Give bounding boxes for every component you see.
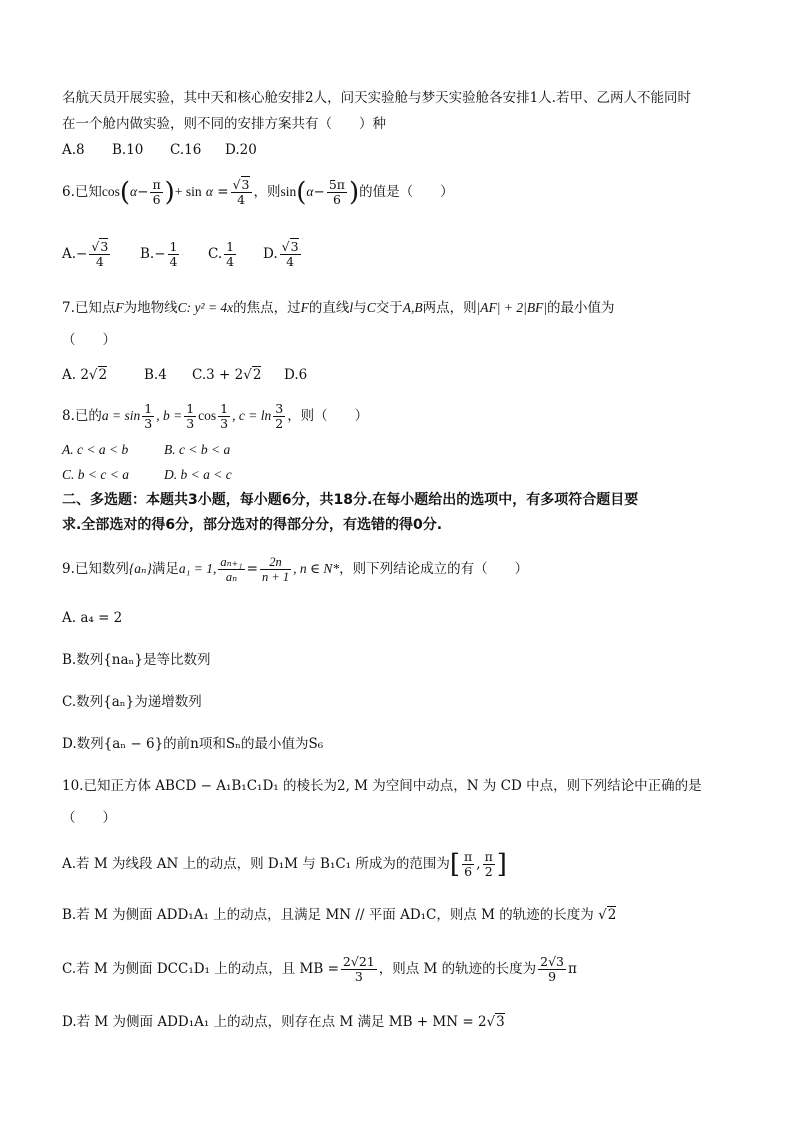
q10-a-frac1: $\frac{\pi}{6}$	[464, 849, 473, 879]
q6-alpha: α	[130, 184, 138, 199]
q6-alpha2: α	[205, 184, 213, 199]
q6-option-c: C. $\frac{1}{4}$	[208, 239, 235, 269]
q9-cond: , n ∈ N*	[293, 561, 340, 576]
q10-option-a: A.若 M 为线段 AN 上的动点，则 D₁M 与 B₁C₁ 所成为的范围为[ $\frac{\pi}{6}$ , $\frac{\pi}{2}$ ]	[62, 849, 507, 880]
q6-eq: =	[217, 184, 229, 200]
q8-t1: 8.已的	[62, 408, 102, 424]
q9-a1: a₁ = 1,	[178, 561, 217, 576]
q7-option-d: D.6	[284, 367, 308, 383]
q5-line2: 在一个舱内做实验，则不同的安排方案共有（ ）种	[62, 116, 386, 132]
q7-option-c: C.3 + 2√2	[192, 367, 262, 383]
q10-c-frac2: $\frac{2√3}{9}$	[540, 954, 565, 984]
q7-option-b: B.4	[144, 367, 167, 383]
q7-l: l	[349, 300, 354, 315]
q7-t5: 与	[353, 300, 367, 316]
q10-option-c-text1: C.若 M 为侧面 DCC₁D₁ 上的动点，且 MB =	[62, 961, 339, 977]
q9-option-a: A. a₄ = 2	[62, 610, 123, 626]
q6-stem	[62, 178, 454, 207]
q6-minus2: −	[313, 184, 325, 200]
q6-lparen1: (	[119, 177, 131, 208]
q10-a-rbracket: ]	[496, 849, 507, 880]
q5-option-a: A.8	[62, 142, 85, 158]
q5-option-c: C.16	[170, 142, 202, 158]
q10-option-b-text: B.若 M 为侧面 ADD₁A₁ 上的动点，且满足 MN // 平面 AD₁C，则点 M 的轨迹的长度为	[62, 907, 594, 923]
q6-rparen2: )	[349, 177, 360, 208]
q10-d-value: 3	[496, 1014, 505, 1030]
q10-option-b: B.若 M 为侧面 ADD₁A₁ 上的动点，且满足 MN // 平面 AD₁C，则点 M 的轨迹的长度为 √2	[62, 907, 617, 923]
q8-cos: cos	[198, 408, 217, 423]
q7-F2: F	[300, 300, 309, 315]
q8-option-b: B. c < b < a	[164, 442, 231, 457]
section2-line2: 求.全部选对的得6分，部分选对的得部分分，有选错的得0分.	[62, 517, 443, 533]
q9-stem	[62, 555, 528, 584]
q7-C2: C	[366, 300, 376, 315]
q10-option-c-text2: ，则点 M 的轨迹的长度为	[378, 961, 537, 977]
q6-frac-pi-6: $\frac{\pi}{6}$	[152, 177, 161, 207]
q6-suffix: 的值是（ ）	[359, 184, 454, 200]
q8-option-c: C. b < c < a	[62, 467, 129, 482]
q8-c: , c = ln	[232, 408, 272, 423]
q7-t4: 的直线	[308, 300, 350, 316]
q7-t1: 7.已知点	[62, 300, 116, 316]
q9-frac-ratio: $\frac{\text{aₙ₊₁}}{\text{aₙ}}$	[220, 555, 243, 584]
q7-t6: 交于	[375, 300, 403, 316]
q7-option-a: A. 2√2	[62, 367, 108, 383]
q10-a-frac2: $\frac{\pi}{2}$	[484, 849, 493, 879]
q6-prefix: 6.已知	[62, 184, 102, 200]
q9-t2: 满足	[151, 561, 179, 577]
q6-options	[62, 240, 303, 269]
q6-frac-sqrt3-4: $\frac{√3}{4}$	[232, 177, 250, 207]
q10-a-lbracket: [	[449, 849, 461, 880]
q8-frac-b2: $\frac{1}{3}$	[220, 401, 229, 431]
q7-F: F	[115, 300, 124, 315]
q6-option-b: B.− $\frac{1}{4}$	[140, 239, 178, 269]
q7-expr: |AF| + 2|BF|	[476, 300, 548, 315]
q7-t2: 为地物线	[123, 300, 178, 316]
q9-option-b: B.数列{naₙ}是等比数列	[62, 652, 211, 668]
q8-b: , b =	[156, 408, 183, 423]
q7-stem	[62, 298, 615, 318]
q8-option-d: D. b < a < c	[164, 467, 232, 482]
q5-option-b: B.10	[112, 142, 144, 158]
q8-a: a = sin	[101, 408, 141, 423]
q8-option-a: A. c < a < b	[62, 442, 129, 457]
q7-eq: : y² = 4x	[186, 300, 234, 315]
q10-c-pi: π	[568, 961, 577, 977]
q8-frac-a: $\frac{1}{3}$	[144, 401, 153, 431]
q6-plus-sin: + sin	[174, 184, 202, 199]
q7-t8: 的最小值为	[547, 300, 615, 316]
q7-t3: 的焦点，过	[233, 300, 301, 316]
q9-eq: =	[246, 561, 258, 577]
section2-line1: 二、多选题：本题共3小题，每小题6分，共18分.在每小题给出的选项中，有多项符合题目要	[62, 492, 639, 508]
q6-minus: −	[137, 184, 149, 200]
q8-stem	[62, 402, 368, 431]
q8-frac-c: $\frac{3}{2}$	[275, 401, 284, 431]
q5-line1: 名航天员开展实验，其中天和核心舱安排2人，问天实验舱与梦天实验舱各安排1人.若甲、乙两人不能同时	[62, 90, 691, 106]
q6-sin: sin	[280, 184, 297, 199]
q5-options	[62, 140, 257, 160]
q6-lparen2: (	[296, 177, 307, 208]
q9-option-d: D.数列{aₙ − 6}的前n项和Sₙ的最小值为S₆	[62, 736, 324, 752]
q10-c-frac1: $\frac{2√21}{3}$	[342, 954, 375, 984]
q6-cos: cos	[101, 184, 120, 199]
q10-option-a-text: A.若 M 为线段 AN 上的动点，则 D₁M 与 B₁C₁ 所成为的范围为	[62, 856, 450, 872]
q7-t7: 两点，则	[422, 300, 477, 316]
q6-option-a: A.− $\frac{√3}{4}$	[62, 239, 109, 269]
q10-b-value: 2	[607, 907, 617, 923]
q6-option-d: D. $\frac{√3}{4}$	[263, 239, 299, 269]
q7-options	[62, 365, 307, 385]
q6-frac-5pi-6: $\frac{5\pi}{6}$	[328, 177, 345, 207]
q5-option-d: D.20	[225, 142, 257, 158]
q9-seq: {aₙ}	[128, 561, 152, 576]
q8-options-row2	[62, 465, 232, 485]
q8-frac-b: $\frac{1}{3}$	[186, 401, 195, 431]
q10-option-d-text: D.若 M 为侧面 ADD₁A₁ 上的动点，则存在点 M 满足 MB + MN = 2	[62, 1014, 487, 1030]
q7-C: C	[177, 300, 187, 315]
q7-paren: （ ）	[62, 332, 116, 348]
q10-paren: （ ）	[62, 810, 116, 826]
q10-option-d: D.若 M 为侧面 ADD₁A₁ 上的动点，则存在点 M 满足 MB + MN = 2√3	[62, 1014, 505, 1030]
q9-option-c: C.数列{aₙ}为递增数列	[62, 694, 202, 710]
q9-t1: 9.已知数列	[62, 561, 129, 577]
q10-option-c	[62, 955, 577, 984]
q9-t3: ，则下列结论成立的有（ ）	[339, 561, 529, 577]
q6-alpha3: α	[306, 184, 314, 199]
q7-AB: A,B	[402, 300, 423, 315]
q8-options-row1	[62, 440, 230, 460]
q8-t2: ，则（ ）	[287, 408, 369, 424]
q10-line1: 10.已知正方体 ABCD − A₁B₁C₁D₁ 的棱长为2, M 为空间中动点，N 为 CD 中点，则下列结论中正确的是	[62, 778, 702, 794]
q6-rparen1: )	[164, 177, 175, 208]
q6-mid: ，则	[253, 184, 281, 200]
q9-frac-2n: $\frac{2n}{n + 1}$	[261, 555, 290, 584]
